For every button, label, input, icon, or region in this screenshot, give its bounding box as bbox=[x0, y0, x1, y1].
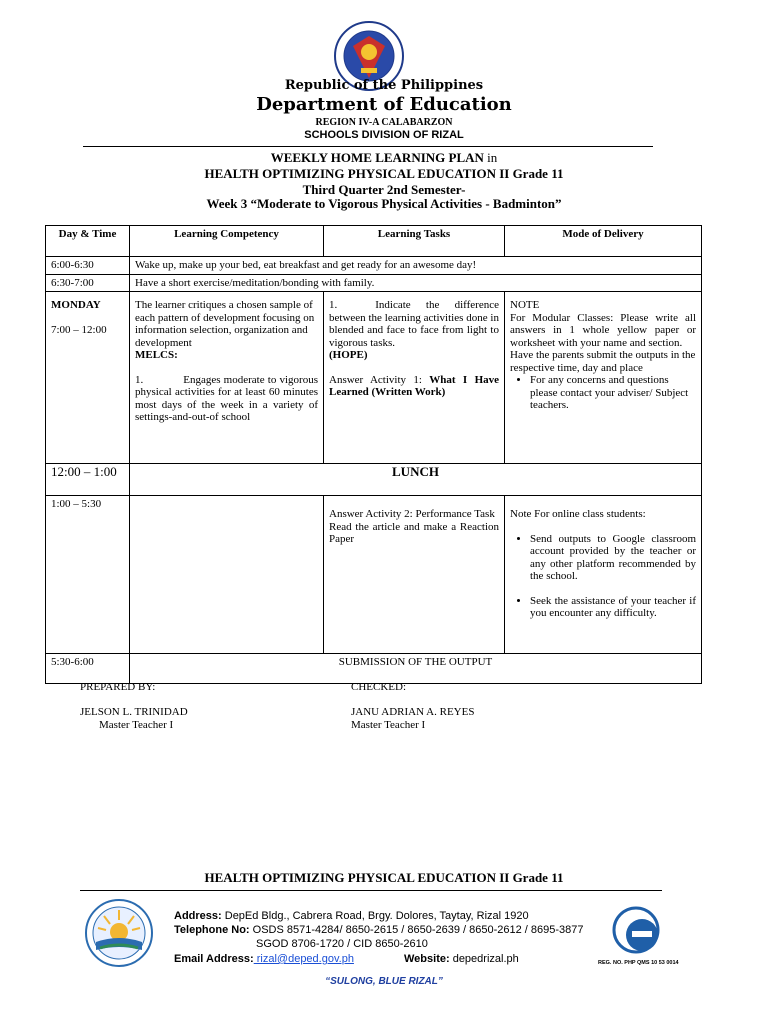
table-row bbox=[46, 274, 702, 292]
task-text: Read the article and make a Reaction Paper bbox=[329, 520, 499, 545]
subject-title: HEALTH OPTIMIZING PHYSICAL EDUCATION II Grade 11 bbox=[204, 166, 564, 181]
row-text: Have a short exercise/meditation/bonding with family. bbox=[130, 274, 702, 292]
website-line: Website: depedrizal.ph bbox=[404, 953, 519, 965]
delivery-note: Note For online class students: bbox=[510, 508, 646, 520]
list-item: • Send outputs to Google classroom account provided by the teacher or any other platform recommended by the school. bbox=[530, 533, 696, 583]
week-title: Week 3 “Moderate to Vigorous Physical Activities - Badminton” bbox=[206, 196, 562, 211]
submission-time: 5:30-6:00 bbox=[46, 654, 130, 684]
task-activity: Answer Activity 1: What I Have Learned (Written Work) bbox=[329, 373, 500, 398]
tuv-certification-icon bbox=[612, 905, 672, 955]
header-day-time: Day & Time bbox=[46, 226, 130, 257]
delivery-note: NOTE bbox=[510, 299, 540, 311]
table-row bbox=[46, 257, 702, 275]
footer-divider bbox=[80, 890, 662, 891]
header-delivery: Mode of Delivery bbox=[505, 226, 702, 257]
afternoon-competency bbox=[130, 496, 324, 654]
checked-name: JANU ADRIAN A. REYES bbox=[351, 706, 475, 718]
task-item: 1. Indicate the difference between the learning activities done in blended and face to face from light to vigorous tasks. bbox=[329, 299, 499, 349]
lunch-row bbox=[46, 464, 702, 496]
plan-title: WEEKLY HOME LEARNING PLAN in bbox=[270, 150, 498, 165]
prepared-title: Master Teacher I bbox=[99, 719, 174, 731]
telephone-line: Telephone No: OSDS 8571-4284/ 8650-2615 / 8650-2639 / 8650-2612 / 8695-3877 bbox=[174, 924, 584, 936]
checked-title: Master Teacher I bbox=[351, 719, 426, 731]
competency-text: The learner critiques a chosen sample of each pattern of development focusing on information selection, organization and development bbox=[135, 299, 315, 349]
list-item: • Seek the assistance of your teacher if you encounter any difficulty. bbox=[530, 595, 696, 620]
table-header-row bbox=[46, 226, 702, 257]
learning-plan-table bbox=[45, 225, 702, 684]
afternoon-tasks bbox=[324, 496, 505, 654]
division-label: SCHOOLS DIVISION OF RIZAL bbox=[304, 129, 464, 141]
email-line: Email Address: rizal@deped.gov.ph bbox=[174, 953, 354, 965]
header-tasks: Learning Tasks bbox=[324, 226, 505, 257]
afternoon-delivery bbox=[505, 496, 702, 654]
time-label: 7:00 – 12:00 bbox=[51, 323, 107, 336]
department-label: Department of Education bbox=[256, 94, 512, 115]
address-line: Address: DepEd Bldg., Cabrera Road, Brgy. Dolores, Taytay, Rizal 1920 bbox=[174, 910, 529, 922]
task-hope: (HOPE) bbox=[329, 349, 368, 361]
slogan: “SULONG, BLUE RIZAL” bbox=[325, 976, 443, 987]
lunch-label: LUNCH bbox=[130, 464, 702, 496]
quarter-title: Third Quarter 2nd Semester- bbox=[302, 182, 466, 197]
checked-label: CHECKED: bbox=[351, 681, 406, 693]
sgod-line: SGOD 8706-1720 / CID 8650-2610 bbox=[256, 938, 428, 950]
monday-cell bbox=[46, 292, 130, 464]
delivery-text: For Modular Classes: Please write all answers in 1 whole yellow paper or worksheet with your name and section. bbox=[510, 311, 696, 349]
lunch-time: 12:00 – 1:00 bbox=[46, 464, 130, 496]
list-item: • For any concerns and questions please contact your adviser/ Subject teachers. bbox=[530, 374, 696, 412]
region-label: REGION IV-A CALABARZON bbox=[315, 117, 453, 128]
task-text: Answer Activity 2: Performance Task bbox=[329, 508, 495, 520]
republic-label: Republic of the Philippines bbox=[284, 78, 484, 93]
row-time: 6:30-7:00 bbox=[46, 274, 130, 292]
afternoon-row bbox=[46, 496, 702, 654]
row-time: 6:00-6:30 bbox=[46, 257, 130, 275]
prepared-label: PREPARED BY: bbox=[80, 681, 156, 693]
prepared-name: JELSON L. TRINIDAD bbox=[80, 706, 188, 718]
day-label: MONDAY bbox=[51, 299, 101, 311]
delivery-cell bbox=[505, 292, 702, 464]
registration-number: REG. NO. PHP QMS 10 53 0014 bbox=[598, 960, 679, 966]
afternoon-time: 1:00 – 5:30 bbox=[46, 496, 130, 654]
delivery-text: Have the parents submit the outputs in the respective time, day and place bbox=[510, 349, 696, 374]
competency-cell bbox=[130, 292, 324, 464]
header-divider bbox=[83, 146, 653, 147]
email-link[interactable]: rizal@deped.gov.ph bbox=[253, 953, 354, 965]
monday-row bbox=[46, 292, 702, 464]
tasks-cell bbox=[324, 292, 505, 464]
row-text: Wake up, make up your bed, eat breakfast and get ready for an awesome day! bbox=[130, 257, 702, 275]
header-competency: Learning Competency bbox=[130, 226, 324, 257]
submission-row bbox=[46, 654, 702, 684]
melcs-label: MELCS: bbox=[135, 349, 178, 361]
submission-text: SUBMISSION OF THE OUTPUT bbox=[130, 654, 702, 684]
melcs-item: 1. Engages moderate to vigorous physical activities for at least 60 minutes most days of the week in a variety of settings-and-out-of school bbox=[135, 373, 318, 423]
division-logo-icon bbox=[84, 898, 154, 968]
footer-title: HEALTH OPTIMIZING PHYSICAL EDUCATION II Grade 11 bbox=[204, 870, 564, 885]
